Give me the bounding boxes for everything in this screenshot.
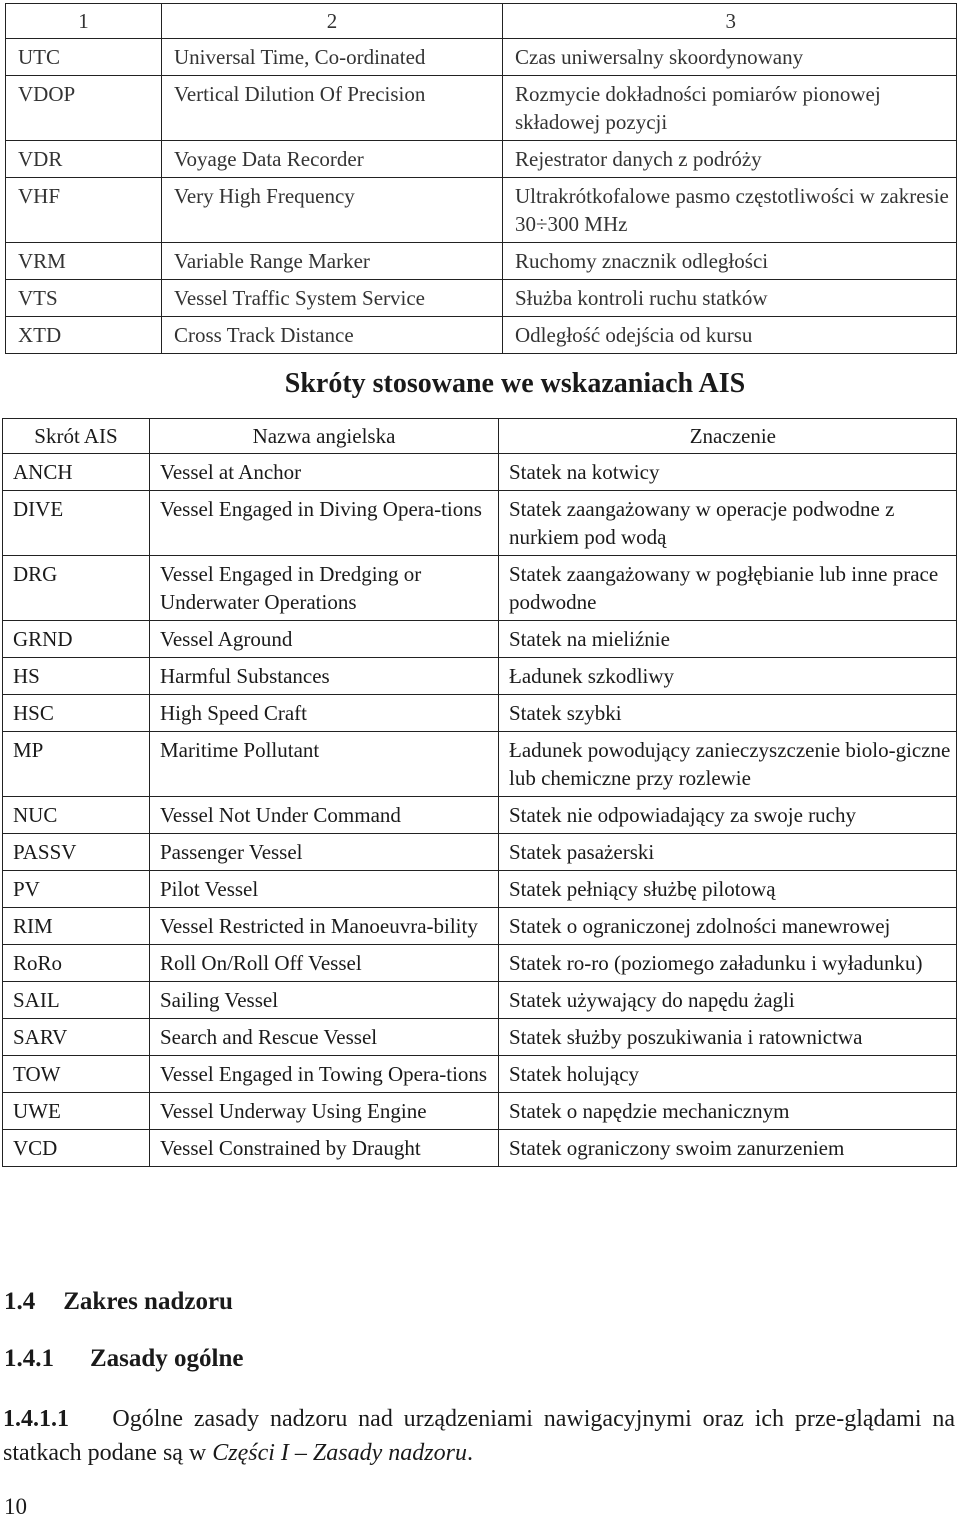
table-row [3, 871, 957, 908]
column-header: Skrót AIS [3, 419, 150, 454]
table-row [3, 621, 957, 658]
english-name-cell: Vessel Engaged in Diving Opera-tions [150, 491, 499, 556]
table-row [3, 1019, 957, 1056]
polish-meaning-cell: Statek holujący [499, 1056, 957, 1093]
abbreviation-cell: DIVE [3, 491, 150, 556]
table-row [3, 491, 957, 556]
polish-meaning-cell: Rejestrator danych z podróży [503, 141, 957, 178]
table-row [6, 76, 957, 141]
english-name-cell: Cross Track Distance [162, 317, 503, 354]
column-header: Znaczenie [499, 419, 957, 454]
table-row [6, 243, 957, 280]
abbreviation-cell: SARV [3, 1019, 150, 1056]
column-header: 3 [503, 4, 957, 39]
section-heading-1-4-1 [4, 1345, 244, 1373]
polish-meaning-cell: Ładunek powodujący zanieczyszczenie biolo-giczne lub chemiczne przy rozlewie [499, 732, 957, 797]
english-name-cell: Sailing Vessel [150, 982, 499, 1019]
abbreviations-table [5, 3, 957, 354]
english-name-cell: Very High Frequency [162, 178, 503, 243]
polish-meaning-cell: Ultrakrótkofalowe pasmo częstotliwości w zakresie 30÷300 MHz [503, 178, 957, 243]
abbreviation-cell: DRG [3, 556, 150, 621]
english-name-cell: Vessel Engaged in Towing Opera-tions [150, 1056, 499, 1093]
section-number: 1.4 [4, 1288, 36, 1315]
english-name-cell: Vessel Aground [150, 621, 499, 658]
abbreviation-cell: VDOP [6, 76, 162, 141]
table-row [3, 556, 957, 621]
abbreviation-cell: VCD [3, 1130, 150, 1167]
english-name-cell: Passenger Vessel [150, 834, 499, 871]
abbreviation-cell: VHF [6, 178, 162, 243]
table-row [3, 945, 957, 982]
polish-meaning-cell: Statek używający do napędu żagli [499, 982, 957, 1019]
table-row [3, 1093, 957, 1130]
table-header-row [3, 419, 957, 454]
section-heading-1-4 [4, 1288, 233, 1316]
abbreviation-cell: HS [3, 658, 150, 695]
polish-meaning-cell: Statek zaangażowany w operacje podwodne z nurkiem pod wodą [499, 491, 957, 556]
ais-abbreviations-table [2, 418, 957, 1167]
polish-meaning-cell: Statek zaangażowany w pogłębianie lub inne prace podwodne [499, 556, 957, 621]
paragraph-text: Ogólne zasady nadzoru nad urządzeniami nawigacyjnymi oraz ich prze-glądami na statkach podane są w [3, 1406, 956, 1466]
polish-meaning-cell: Statek nie odpowiadający za swoje ruchy [499, 797, 957, 834]
section-title: Zasady ogólne [90, 1345, 244, 1372]
polish-meaning-cell: Czas uniwersalny skoordynowany [503, 39, 957, 76]
abbreviation-cell: GRND [3, 621, 150, 658]
paragraph-number: 1.4.1.1 [3, 1406, 69, 1432]
english-name-cell: Vessel Restricted in Manoeuvra-bility [150, 908, 499, 945]
table-row [3, 797, 957, 834]
polish-meaning-cell: Statek na kotwicy [499, 454, 957, 491]
paragraph-end: . [466, 1440, 473, 1466]
polish-meaning-cell: Statek pasażerski [499, 834, 957, 871]
english-name-cell: Pilot Vessel [150, 871, 499, 908]
table-row [6, 178, 957, 243]
paragraph-1-4-1-1 [3, 1402, 955, 1470]
table-row [6, 141, 957, 178]
polish-meaning-cell: Odległość odejścia od kursu [503, 317, 957, 354]
english-name-cell: Maritime Pollutant [150, 732, 499, 797]
polish-meaning-cell: Statek służby poszukiwania i ratownictwa [499, 1019, 957, 1056]
english-name-cell: Search and Rescue Vessel [150, 1019, 499, 1056]
table-row [3, 1130, 957, 1167]
polish-meaning-cell: Statek ro-ro (poziomego załadunku i wyładunku) [499, 945, 957, 982]
abbreviation-cell: RIM [3, 908, 150, 945]
abbreviation-cell: VRM [6, 243, 162, 280]
table-row [3, 834, 957, 871]
column-header: 2 [162, 4, 503, 39]
abbreviation-cell: RoRo [3, 945, 150, 982]
table-row [6, 39, 957, 76]
polish-meaning-cell: Statek na mieliźnie [499, 621, 957, 658]
abbreviation-cell: UTC [6, 39, 162, 76]
english-name-cell: Vessel at Anchor [150, 454, 499, 491]
page-number: 10 [4, 1494, 27, 1519]
table-row [6, 280, 957, 317]
english-name-cell: Vessel Traffic System Service [162, 280, 503, 317]
polish-meaning-cell: Ruchomy znacznik odległości [503, 243, 957, 280]
table-row [6, 317, 957, 354]
abbreviation-cell: UWE [3, 1093, 150, 1130]
abbreviation-cell: TOW [3, 1056, 150, 1093]
table-row [3, 1056, 957, 1093]
table-row [3, 658, 957, 695]
table-row [3, 982, 957, 1019]
english-name-cell: Harmful Substances [150, 658, 499, 695]
english-name-cell: High Speed Craft [150, 695, 499, 732]
polish-meaning-cell: Rozmycie dokładności pomiarów pionowej składowej pozycji [503, 76, 957, 141]
english-name-cell: Vessel Not Under Command [150, 797, 499, 834]
abbreviation-cell: MP [3, 732, 150, 797]
english-name-cell: Universal Time, Co-ordinated [162, 39, 503, 76]
polish-meaning-cell: Statek ograniczony swoim zanurzeniem [499, 1130, 957, 1167]
table-row [3, 732, 957, 797]
table-row [3, 695, 957, 732]
column-header: 1 [6, 4, 162, 39]
polish-meaning-cell: Statek szybki [499, 695, 957, 732]
section-number: 1.4.1 [4, 1345, 54, 1372]
polish-meaning-cell: Statek o ograniczonej zdolności manewrowej [499, 908, 957, 945]
section-title: Zakres nadzoru [63, 1288, 233, 1315]
ais-table-title: Skróty stosowane we wskazaniach AIS [284, 368, 746, 399]
abbreviation-cell: PASSV [3, 834, 150, 871]
table-row [3, 454, 957, 491]
english-name-cell: Vessel Underway Using Engine [150, 1093, 499, 1130]
english-name-cell: Vessel Engaged in Dredging or Underwater Operations [150, 556, 499, 621]
abbreviation-cell: SAIL [3, 982, 150, 1019]
column-header: Nazwa angielska [150, 419, 499, 454]
abbreviation-cell: VDR [6, 141, 162, 178]
english-name-cell: Roll On/Roll Off Vessel [150, 945, 499, 982]
abbreviation-cell: VTS [6, 280, 162, 317]
abbreviation-cell: ANCH [3, 454, 150, 491]
abbreviation-cell: XTD [6, 317, 162, 354]
table-header-row [6, 4, 957, 39]
polish-meaning-cell: Statek o napędzie mechanicznym [499, 1093, 957, 1130]
english-name-cell: Variable Range Marker [162, 243, 503, 280]
english-name-cell: Vertical Dilution Of Precision [162, 76, 503, 141]
paragraph-reference: Części I – Zasady nadzoru [212, 1440, 467, 1466]
abbreviation-cell: HSC [3, 695, 150, 732]
english-name-cell: Vessel Constrained by Draught [150, 1130, 499, 1167]
polish-meaning-cell: Ładunek szkodliwy [499, 658, 957, 695]
polish-meaning-cell: Statek pełniący służbę pilotową [499, 871, 957, 908]
table-row [3, 908, 957, 945]
english-name-cell: Voyage Data Recorder [162, 141, 503, 178]
abbreviation-cell: NUC [3, 797, 150, 834]
abbreviation-cell: PV [3, 871, 150, 908]
polish-meaning-cell: Służba kontroli ruchu statków [503, 280, 957, 317]
